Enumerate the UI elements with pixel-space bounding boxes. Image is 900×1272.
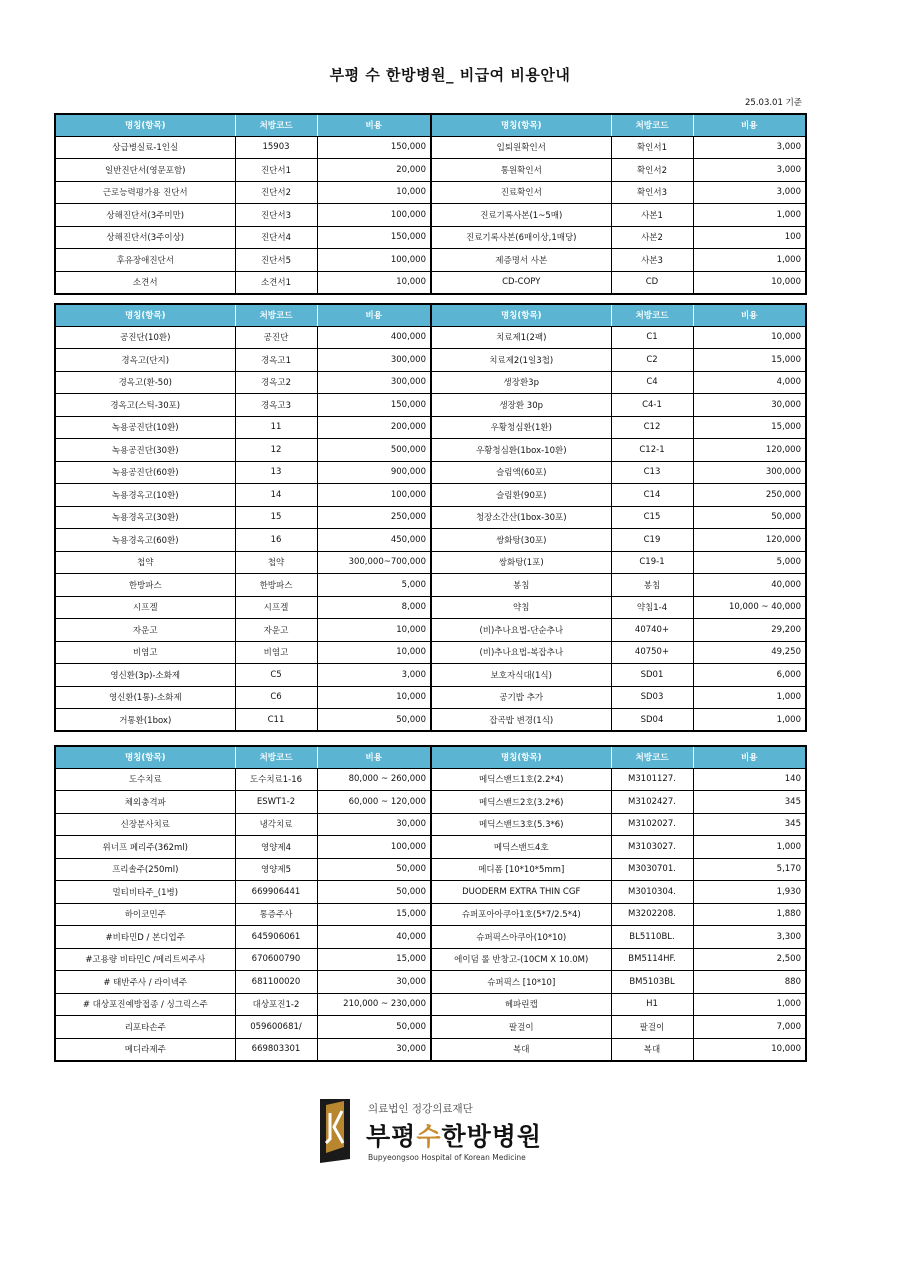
fee-table-2 [54,303,807,732]
table-row [55,596,806,619]
logo-english-name: Bupyeongsoo Hospital of Korean Medicine [368,1153,526,1162]
table-row [55,484,806,507]
item-cost: 1,880 [693,903,806,926]
item-cost: 3,300 [693,926,806,949]
item-name: 쌍화탕(30포) [431,529,611,552]
logo-org-name: 의료법인 정강의료재단 [368,1103,473,1115]
item-name: 진료기록사본(6매이상,1매당) [431,226,611,249]
item-name: 거통환(1box) [55,709,235,732]
prescription-code: 확인서2 [611,159,693,182]
item-name: 녹용공진단(60환) [55,461,235,484]
item-cost: 140 [693,768,806,791]
prescription-code: H1 [611,993,693,1016]
item-cost: 10,000 [317,181,431,204]
prescription-code: 40740+ [611,619,693,642]
item-name: 상급병실료-1인실 [55,136,235,159]
prescription-code: 사본1 [611,204,693,227]
prescription-code: M3010304. [611,881,693,904]
table-row [55,813,806,836]
item-name: # 대상포진예방접종 / 싱그릭스주 [55,993,235,1016]
item-cost: 300,000 [317,371,431,394]
prescription-code: SD03 [611,686,693,709]
item-cost: 40,000 [693,574,806,597]
item-cost: 15,000 [317,903,431,926]
table-row [55,181,806,204]
page-title: 부평 수 한방병원_ 비급여 비용안내 [329,66,571,84]
prescription-code: 645906061 [235,926,317,949]
item-cost: 60,000 ~ 120,000 [317,791,431,814]
prescription-code: 059600681/ [235,1016,317,1039]
column-header: 명칭(항목) [431,304,611,326]
item-cost: 400,000 [317,326,431,349]
prescription-code: 681100020 [235,971,317,994]
prescription-code: C12-1 [611,439,693,462]
item-name: #고용량 비타민C /메리트씨주사 [55,948,235,971]
item-cost: 450,000 [317,529,431,552]
item-cost: 50,000 [693,506,806,529]
prescription-code: 영양제5 [235,858,317,881]
item-cost: 100,000 [317,484,431,507]
item-name: (비)추나요법-단순추나 [431,619,611,642]
item-cost: 1,000 [693,836,806,859]
prescription-code: C1 [611,326,693,349]
item-cost: 5,000 [693,551,806,574]
item-cost: 7,000 [693,1016,806,1039]
table-row [55,551,806,574]
item-cost: 345 [693,813,806,836]
item-name: 경옥고(단지) [55,349,235,372]
table-row [55,394,806,417]
prescription-code: SD01 [611,664,693,687]
prescription-code: BM5103BL [611,971,693,994]
item-cost: 210,000 ~ 230,000 [317,993,431,1016]
item-cost: 345 [693,791,806,814]
table-row [55,574,806,597]
prescription-code: 사본2 [611,226,693,249]
table-row [55,926,806,949]
item-cost: 10,000 [317,641,431,664]
table-row [55,836,806,859]
prescription-code: 16 [235,529,317,552]
prescription-code: 첩약 [235,551,317,574]
prescription-code: 15903 [235,136,317,159]
item-name: 공기밥 추가 [431,686,611,709]
item-name: 메딕스밴드4호 [431,836,611,859]
prescription-code: 669906441 [235,881,317,904]
item-name: 메딕스밴드1호(2.2*4) [431,768,611,791]
item-cost: 300,000 [693,461,806,484]
hospital-logo-icon [316,1099,354,1163]
prescription-code: 경옥고2 [235,371,317,394]
item-name: 약침 [431,596,611,619]
item-name: 우황청심환(1환) [431,416,611,439]
item-name: 메디폼 [10*10*5mm] [431,858,611,881]
table-row [55,948,806,971]
prescription-code: 경옥고1 [235,349,317,372]
table-header-row [55,114,806,136]
item-name: 녹용경옥고(10환) [55,484,235,507]
item-name: 체외충격파 [55,791,235,814]
table-row [55,529,806,552]
item-cost: 6,000 [693,664,806,687]
table-row [55,709,806,732]
table-row [55,768,806,791]
item-name: 시프겔 [55,596,235,619]
table-row [55,1038,806,1061]
prescription-code: M3102427. [611,791,693,814]
item-name: # 태반주사 / 라이넥주 [55,971,235,994]
prescription-code: ESWT1-2 [235,791,317,814]
table-row [55,506,806,529]
item-name: 제증명서 사본 [431,249,611,272]
prescription-code: 공진단 [235,326,317,349]
item-name: 첩약 [55,551,235,574]
column-header: 명칭(항목) [55,746,235,768]
prescription-code: 복대 [611,1038,693,1061]
item-name: 청장소간산(1box-30포) [431,506,611,529]
item-name: 리포타손주 [55,1016,235,1039]
fee-table-1 [54,113,807,295]
prescription-code: C4-1 [611,394,693,417]
item-cost: 40,000 [317,926,431,949]
prescription-code: M3101127. [611,768,693,791]
prescription-code: 대상포진1-2 [235,993,317,1016]
prescription-code: C11 [235,709,317,732]
prescription-code: C4 [611,371,693,394]
prescription-code: 통증주사 [235,903,317,926]
column-header: 처방코드 [235,114,317,136]
item-cost: 10,000 ~ 40,000 [693,596,806,619]
item-name: 슬림액(60포) [431,461,611,484]
item-name: 생장환 30p [431,394,611,417]
item-cost: 50,000 [317,858,431,881]
prescription-code: C5 [235,664,317,687]
item-name: 슬림환(90포) [431,484,611,507]
item-cost: 500,000 [317,439,431,462]
prescription-code: CD [611,271,693,294]
prescription-code: C12 [611,416,693,439]
item-name: 통원확인서 [431,159,611,182]
prescription-code: 진단서5 [235,249,317,272]
item-cost: 3,000 [317,664,431,687]
item-cost: 15,000 [693,416,806,439]
item-name: 하이코민주 [55,903,235,926]
hospital-logo [310,1097,610,1167]
item-cost: 50,000 [317,709,431,732]
item-cost: 3,000 [693,136,806,159]
item-name: 치료제2(1일3첩) [431,349,611,372]
item-cost: 100,000 [317,204,431,227]
item-cost: 1,000 [693,993,806,1016]
item-cost: 250,000 [693,484,806,507]
item-name: 영신환(3p)-소화제 [55,664,235,687]
date-label: 25.03.01 기준 [745,98,802,108]
item-cost: 1,000 [693,204,806,227]
item-cost: 15,000 [317,948,431,971]
item-name: 메딕스밴드2호(3.2*6) [431,791,611,814]
item-name: 후유장애진단서 [55,249,235,272]
prescription-code: 팔걸이 [611,1016,693,1039]
prescription-code: C15 [611,506,693,529]
item-name: 영신환(1통)-소화제 [55,686,235,709]
prescription-code: C14 [611,484,693,507]
table-header-row [55,746,806,768]
item-name: 잡곡밥 변경(1식) [431,709,611,732]
table-row [55,664,806,687]
prescription-code: 13 [235,461,317,484]
prescription-code: 진단서1 [235,159,317,182]
item-cost: 80,000 ~ 260,000 [317,768,431,791]
item-cost: 5,000 [317,574,431,597]
column-header: 명칭(항목) [431,746,611,768]
item-name: 녹용경옥고(60환) [55,529,235,552]
item-cost: 1,930 [693,881,806,904]
item-cost: 300,000~700,000 [317,551,431,574]
item-cost: 10,000 [693,326,806,349]
prescription-code: 670600790 [235,948,317,971]
prescription-code: BM5114HF. [611,948,693,971]
item-name: 헤파린캡 [431,993,611,1016]
item-name: 멀티비타주_(1병) [55,881,235,904]
item-name: 신장분사치료 [55,813,235,836]
item-cost: 50,000 [317,1016,431,1039]
table-row [55,858,806,881]
item-name: 프리솔주(250ml) [55,858,235,881]
prescription-code: SD04 [611,709,693,732]
item-cost: 10,000 [693,271,806,294]
column-header: 처방코드 [235,304,317,326]
item-name: 생장환3p [431,371,611,394]
item-cost: 2,500 [693,948,806,971]
item-name: 에이덤 롤 반창고-(10CM X 10.0M) [431,948,611,971]
item-name: 슈퍼픽스 [10*10] [431,971,611,994]
prescription-code: 12 [235,439,317,462]
prescription-code: BL5110BL. [611,926,693,949]
prescription-code: 도수치료1-16 [235,768,317,791]
table-row [55,204,806,227]
prescription-code: M3102027. [611,813,693,836]
prescription-code: 영양제4 [235,836,317,859]
prescription-code: 11 [235,416,317,439]
prescription-code: 확인서1 [611,136,693,159]
column-header: 비용 [693,114,806,136]
item-name: 상해진단서(3주이상) [55,226,235,249]
prescription-code: 냉각치료 [235,813,317,836]
prescription-code: 15 [235,506,317,529]
prescription-code: C6 [235,686,317,709]
column-header: 비용 [317,746,431,768]
item-cost: 900,000 [317,461,431,484]
prescription-code: 한방파스 [235,574,317,597]
prescription-code: 사본3 [611,249,693,272]
item-name: 경옥고(스틱-30포) [55,394,235,417]
item-cost: 30,000 [693,394,806,417]
item-name: 슈퍼픽스아쿠아(10*10) [431,926,611,949]
table-row [55,416,806,439]
item-cost: 4,000 [693,371,806,394]
item-name: #비타민D / 본디업주 [55,926,235,949]
table-row [55,136,806,159]
item-name: 복대 [431,1038,611,1061]
column-header: 비용 [317,304,431,326]
item-cost: 50,000 [317,881,431,904]
item-name: CD-COPY [431,271,611,294]
item-name: 슈퍼포아아쿠아1호(5*7/2.5*4) [431,903,611,926]
table-row [55,1016,806,1039]
item-name: 팔걸이 [431,1016,611,1039]
item-cost: 1,000 [693,686,806,709]
column-header: 비용 [317,114,431,136]
item-name: 상해진단서(3주미만) [55,204,235,227]
item-name: 경옥고(환-50) [55,371,235,394]
prescription-code: 40750+ [611,641,693,664]
prescription-code: 소견서1 [235,271,317,294]
item-cost: 10,000 [693,1038,806,1061]
column-header: 비용 [693,746,806,768]
prescription-code: C2 [611,349,693,372]
prescription-code: 진단서3 [235,204,317,227]
prescription-code: C19 [611,529,693,552]
item-cost: 300,000 [317,349,431,372]
item-name: 보호자식대(1식) [431,664,611,687]
prescription-code: 비염고 [235,641,317,664]
item-cost: 30,000 [317,971,431,994]
prescription-code: C13 [611,461,693,484]
item-cost: 49,250 [693,641,806,664]
item-cost: 100,000 [317,249,431,272]
column-header: 명칭(항목) [431,114,611,136]
prescription-code: 14 [235,484,317,507]
item-cost: 150,000 [317,136,431,159]
item-cost: 250,000 [317,506,431,529]
prescription-code: 진단서4 [235,226,317,249]
prescription-code: 진단서2 [235,181,317,204]
item-cost: 29,200 [693,619,806,642]
item-cost: 1,000 [693,709,806,732]
table-row [55,249,806,272]
prescription-code: 경옥고3 [235,394,317,417]
item-cost: 8,000 [317,596,431,619]
prescription-code: M3030701. [611,858,693,881]
table-header-row [55,304,806,326]
table-row [55,461,806,484]
table-row [55,349,806,372]
item-cost: 100,000 [317,836,431,859]
prescription-code: 시프겔 [235,596,317,619]
item-name: 치료제1(2팩) [431,326,611,349]
table-row [55,641,806,664]
item-cost: 10,000 [317,271,431,294]
item-name: 공진단(10환) [55,326,235,349]
table-row [55,971,806,994]
item-name: 진료기록사본(1~5매) [431,204,611,227]
item-cost: 30,000 [317,1038,431,1061]
prescription-code: C19-1 [611,551,693,574]
item-cost: 15,000 [693,349,806,372]
column-header: 비용 [693,304,806,326]
column-header: 처방코드 [611,746,693,768]
table-row [55,159,806,182]
table-row [55,686,806,709]
item-name: 일반진단서(영문포함) [55,159,235,182]
table-row [55,903,806,926]
table-row [55,881,806,904]
item-cost: 10,000 [317,686,431,709]
item-cost: 3,000 [693,159,806,182]
item-name: 한방파스 [55,574,235,597]
table-row [55,619,806,642]
table-row [55,226,806,249]
item-name: 봉침 [431,574,611,597]
item-cost: 150,000 [317,394,431,417]
item-name: 소견서 [55,271,235,294]
item-name: 입퇴원확인서 [431,136,611,159]
fee-table-3 [54,745,807,1062]
prescription-code: 669803301 [235,1038,317,1061]
table-row [55,271,806,294]
item-cost: 880 [693,971,806,994]
item-name: 근로능력평가용 진단서 [55,181,235,204]
item-name: 녹용경옥고(30환) [55,506,235,529]
item-cost: 150,000 [317,226,431,249]
item-name: 메딕스밴드3호(5.3*6) [431,813,611,836]
item-cost: 30,000 [317,813,431,836]
item-name: 자운고 [55,619,235,642]
table-row [55,326,806,349]
item-cost: 200,000 [317,416,431,439]
item-cost: 100 [693,226,806,249]
item-cost: 10,000 [317,619,431,642]
item-cost: 5,170 [693,858,806,881]
prescription-code: M3103027. [611,836,693,859]
item-cost: 20,000 [317,159,431,182]
item-name: 녹용공진단(30환) [55,439,235,462]
item-cost: 3,000 [693,181,806,204]
item-name: 쌍화탕(1포) [431,551,611,574]
prescription-code: 자운고 [235,619,317,642]
prescription-code: 봉침 [611,574,693,597]
column-header: 처방코드 [611,114,693,136]
item-name: 녹용공진단(10환) [55,416,235,439]
column-header: 명칭(항목) [55,304,235,326]
prescription-code: 확인서3 [611,181,693,204]
prescription-code: 약침1-4 [611,596,693,619]
table-row [55,439,806,462]
column-header: 명칭(항목) [55,114,235,136]
item-cost: 120,000 [693,529,806,552]
table-row [55,371,806,394]
item-cost: 1,000 [693,249,806,272]
item-name: 비염고 [55,641,235,664]
item-name: 메디라제주 [55,1038,235,1061]
item-name: DUODERM EXTRA THIN CGF [431,881,611,904]
item-name: (비)추나요법-복잡추나 [431,641,611,664]
column-header: 처방코드 [235,746,317,768]
table-row [55,791,806,814]
item-name: 도수치료 [55,768,235,791]
item-cost: 120,000 [693,439,806,462]
logo-hospital-name: 부평수한방병원 [366,1122,543,1151]
item-name: 우황청심환(1box-10환) [431,439,611,462]
table-row [55,993,806,1016]
prescription-code: M3202208. [611,903,693,926]
column-header: 처방코드 [611,304,693,326]
item-name: 진료확인서 [431,181,611,204]
item-name: 위너프 페리주(362ml) [55,836,235,859]
